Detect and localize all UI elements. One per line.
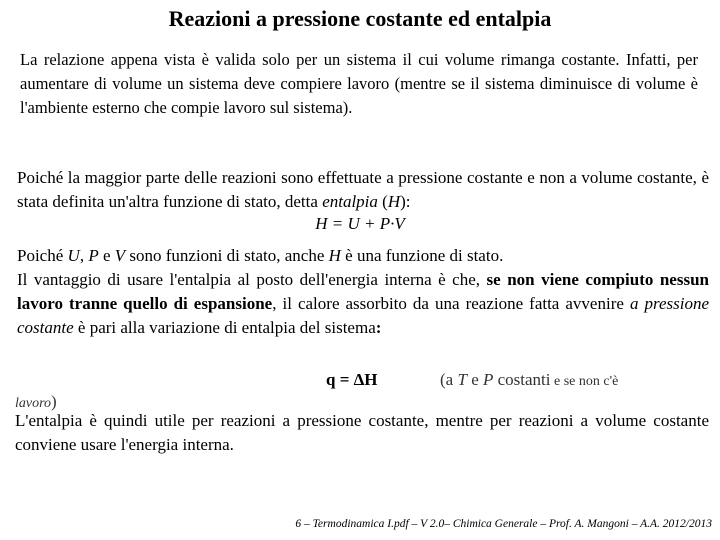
formula-condition bbox=[440, 370, 618, 390]
symbol-t: T bbox=[457, 370, 467, 389]
p3-text-b: , il calore assorbito da una reazione fatta avvenire bbox=[272, 294, 630, 313]
p2-text-a: Poiché bbox=[17, 246, 68, 265]
cond-main: costanti bbox=[493, 370, 551, 389]
cond-open: (a bbox=[440, 370, 458, 389]
symbol-u: U bbox=[67, 246, 80, 265]
p3-text-c: è pari alla variazione di entalpia del sistema bbox=[73, 318, 376, 337]
cond-close: ) bbox=[51, 392, 57, 411]
p2-text-e: è una funzione di stato. bbox=[340, 246, 504, 265]
symbol-p: P bbox=[88, 246, 99, 265]
state-function-paragraph bbox=[17, 244, 709, 268]
p1-text: Poiché la maggior parte delle reazioni sono effettuate a pressione costante e non a volume costante, è stata definita un'altra funzione di stato, detta bbox=[17, 168, 709, 211]
heat-formula: q = ΔH bbox=[326, 370, 378, 389]
intro-paragraph: La relazione appena vista è valida solo per un sistema il cui volume rimanga costante. Infatti, per aumentare di volume un sistema deve compiere lavoro (mentre se il sistema diminuisce di volume è l'ambiente esterno che compie lavoro sul sistema). bbox=[20, 50, 698, 117]
p3-bold-condition: se non viene compiuto nessun lavoro tranne quello di espansione bbox=[17, 270, 709, 313]
p3-italic-pressure: a pressione costante bbox=[17, 294, 709, 337]
p2-text-c: e bbox=[98, 246, 115, 265]
enthalpy-definition-paragraph bbox=[17, 166, 709, 214]
conclusion-paragraph: L'entalpia è quindi utile per reazioni a pressione costante, mentre per reazioni a volume costante conviene usare l'energia interna. bbox=[15, 411, 709, 454]
slide-title: Reazioni a pressione costante ed entalpia bbox=[168, 6, 552, 31]
slide-footer: 6 – Termodinamica I.pdf – V 2.0– Chimica Generale – Prof. A. Mangoni – A.A. 2012/2013 bbox=[295, 518, 712, 530]
p3-colon: : bbox=[375, 318, 382, 337]
cond-symbol-p: P bbox=[482, 370, 494, 389]
p3-text-a: Il vantaggio di usare l'entalpia al posto dell'energia interna è che, bbox=[17, 270, 487, 289]
enthalpy-term: entalpia bbox=[322, 192, 378, 211]
p1-paren-close: ): bbox=[400, 192, 411, 211]
symbol-v: V bbox=[114, 246, 126, 265]
enthalpy-formula: H = U + P·V bbox=[315, 214, 405, 233]
cond-small: e se non c'è bbox=[550, 374, 619, 389]
symbol-h: H bbox=[328, 246, 341, 265]
p2-text-b: , bbox=[79, 246, 89, 265]
enthalpy-symbol: H bbox=[387, 192, 401, 211]
cond-end: lavoro bbox=[15, 396, 52, 411]
p2-text-d: sono funzioni di stato, anche bbox=[125, 246, 329, 265]
cond-mid: e bbox=[466, 370, 483, 389]
advantage-paragraph bbox=[17, 268, 709, 340]
p1-paren-open: ( bbox=[377, 192, 388, 211]
